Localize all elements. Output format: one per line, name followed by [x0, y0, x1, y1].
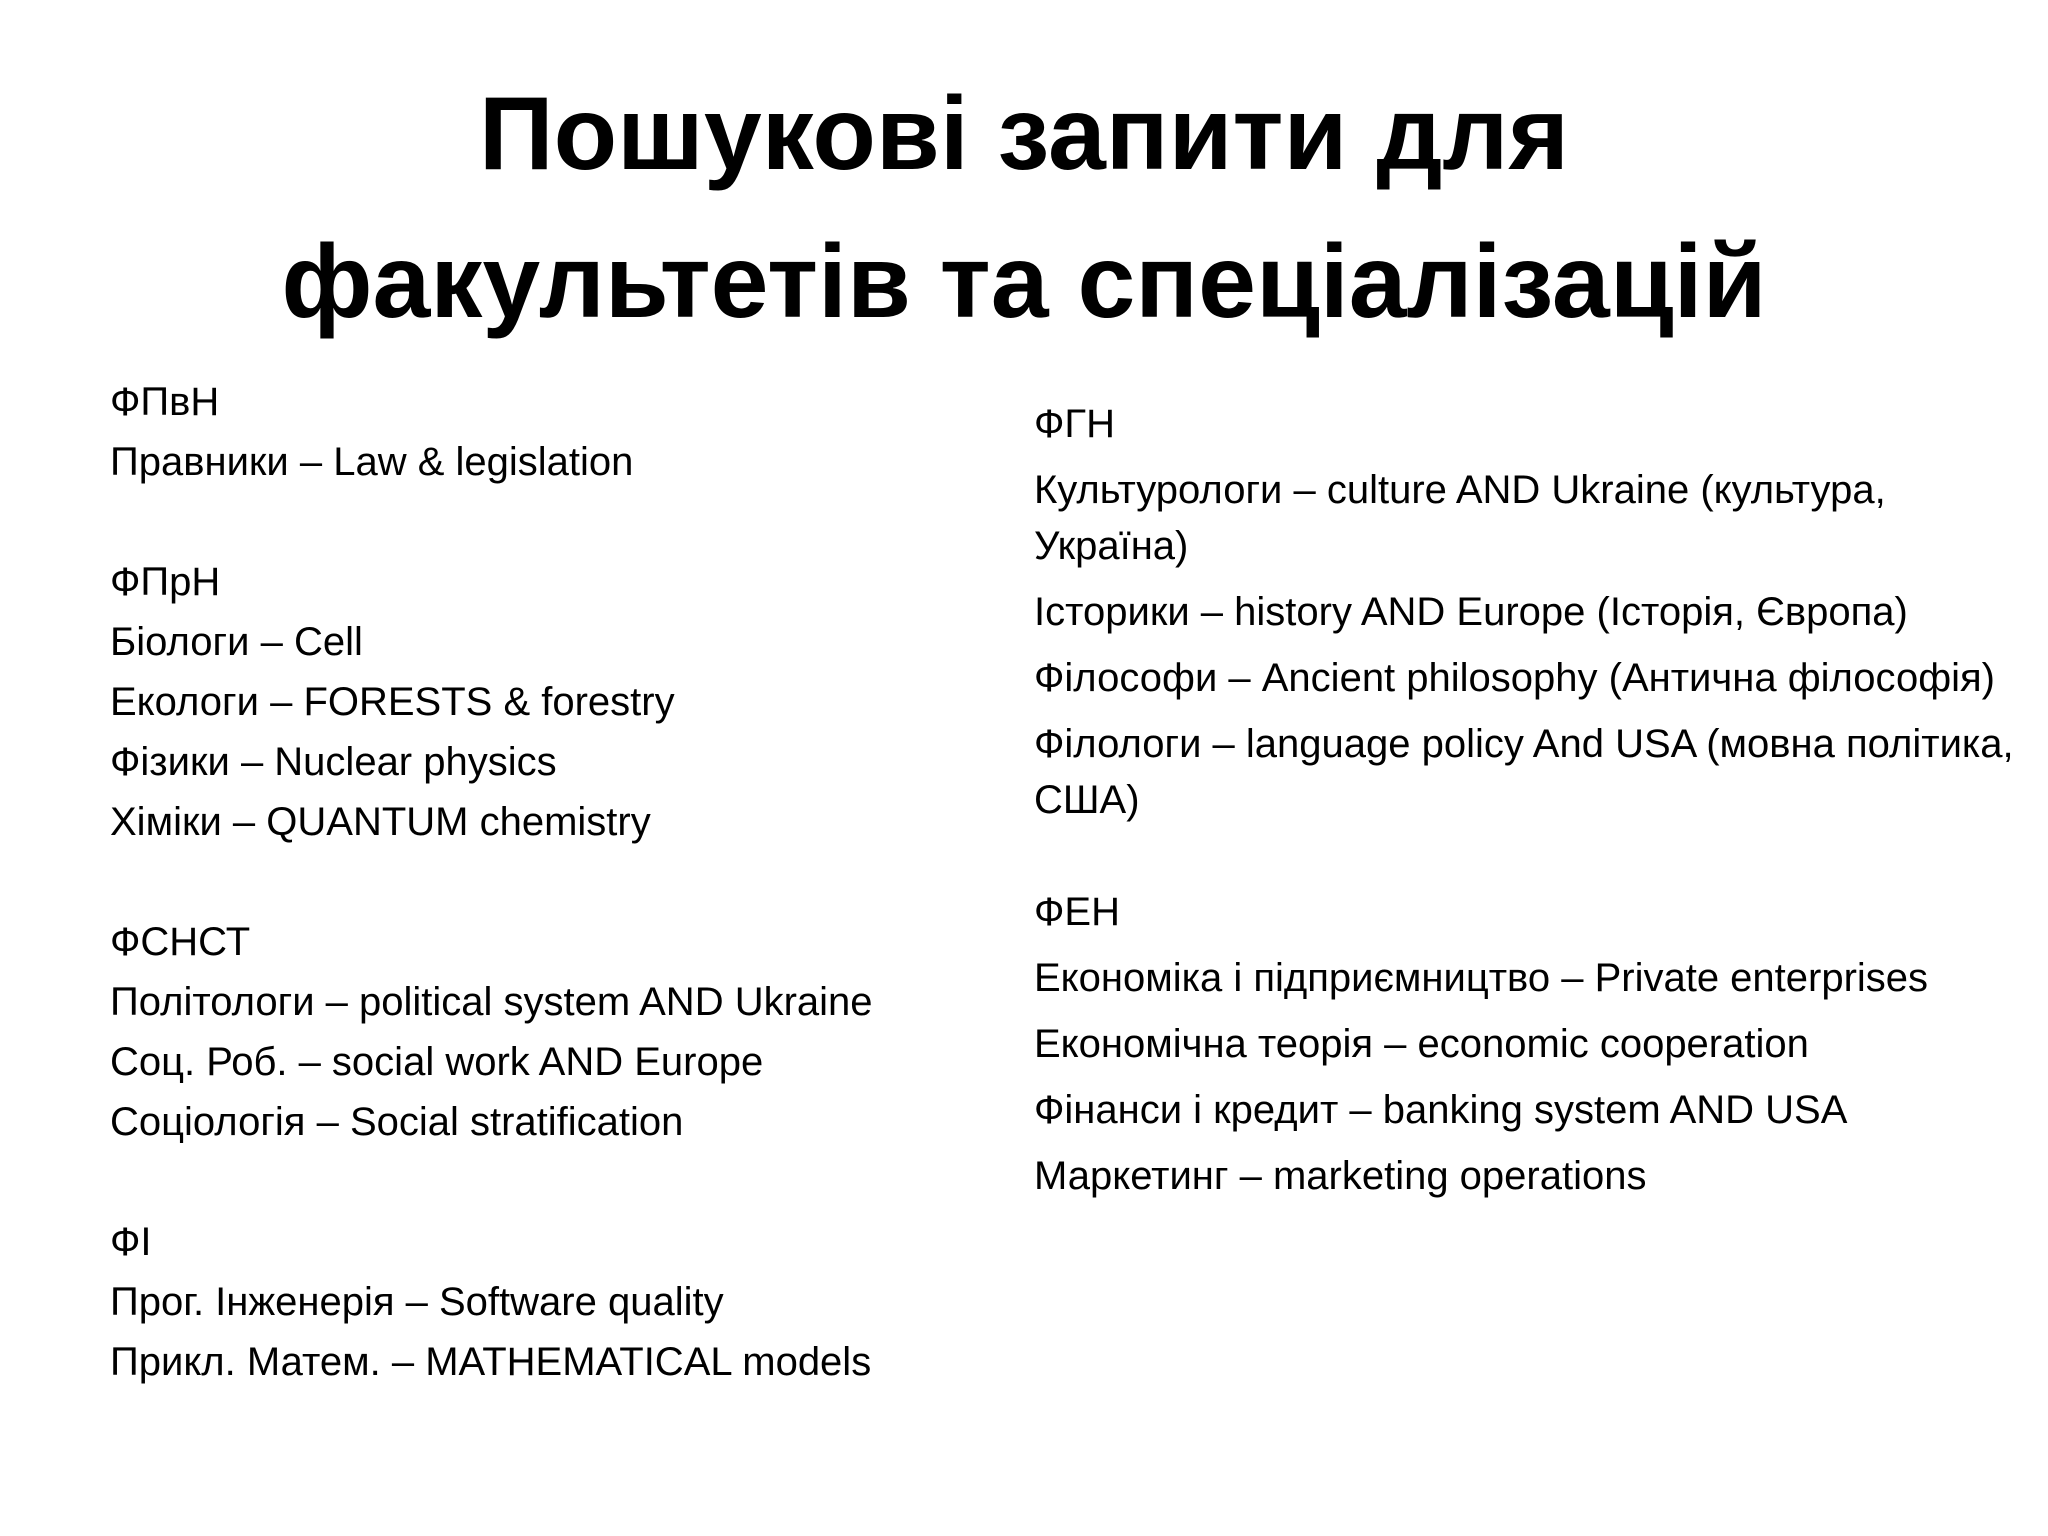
specialization-item: Історики – history AND Europe (Історія, Європа) — [1034, 590, 1908, 634]
specialization-item: Прикл. Матем. – MATHEMATICAL models — [110, 1340, 872, 1384]
faculty-group-fgn — [1034, 396, 2014, 828]
specialization-item: Прог. Інженерія – Software quality — [110, 1280, 724, 1324]
title-line-2: факультетів та спеціалізацій — [281, 224, 1767, 340]
slide-title — [0, 60, 2048, 356]
specialization-item: Біологи – Cell — [110, 620, 363, 664]
faculty-group-fpvn — [110, 372, 1010, 492]
faculty-group-fprn — [110, 552, 1010, 852]
faculty-heading: ФПрН — [110, 560, 221, 604]
specialization-item: Економіка і підприємництво – Private enterprises — [1034, 956, 1929, 1000]
faculty-heading: ФСНСТ — [110, 920, 251, 964]
specialization-item: Соц. Роб. – social work AND Europe — [110, 1040, 764, 1084]
specialization-item: Філологи – language policy And USA (мовна політика, США) — [1034, 722, 2014, 822]
specialization-item: Фізики – Nuclear physics — [110, 740, 557, 784]
faculty-group-fi — [110, 1212, 1010, 1392]
faculty-group-fen — [1034, 884, 2014, 1204]
faculty-group-fsnst — [110, 912, 1010, 1152]
specialization-item: Економічна теорія – economic cooperation — [1034, 1022, 1809, 1066]
faculty-heading: ФІ — [110, 1220, 152, 1264]
specialization-item: Філософи – Ancient philosophy (Антична філософія) — [1034, 656, 1995, 700]
faculty-heading: ФГН — [1034, 402, 1115, 446]
specialization-item: Культурологи – culture AND Ukraine (культура, Україна) — [1034, 468, 1886, 568]
left-column — [110, 372, 1010, 1392]
title-line-1: Пошукові запити для — [478, 76, 1570, 192]
faculty-heading: ФПвН — [110, 380, 220, 424]
right-column — [1034, 396, 2014, 1214]
specialization-item: Екологи – FORESTS & forestry — [110, 680, 675, 724]
faculty-heading: ФЕН — [1034, 890, 1120, 934]
specialization-item: Хіміки – QUANTUM chemistry — [110, 800, 651, 844]
specialization-item: Фінанси і кредит – banking system AND USA — [1034, 1088, 1848, 1132]
specialization-item: Політологи – political system AND Ukraine — [110, 980, 873, 1024]
specialization-item: Правники – Law & legislation — [110, 440, 634, 484]
specialization-item: Соціологія – Social stratification — [110, 1100, 684, 1144]
specialization-item: Маркетинг – marketing operations — [1034, 1154, 1647, 1198]
